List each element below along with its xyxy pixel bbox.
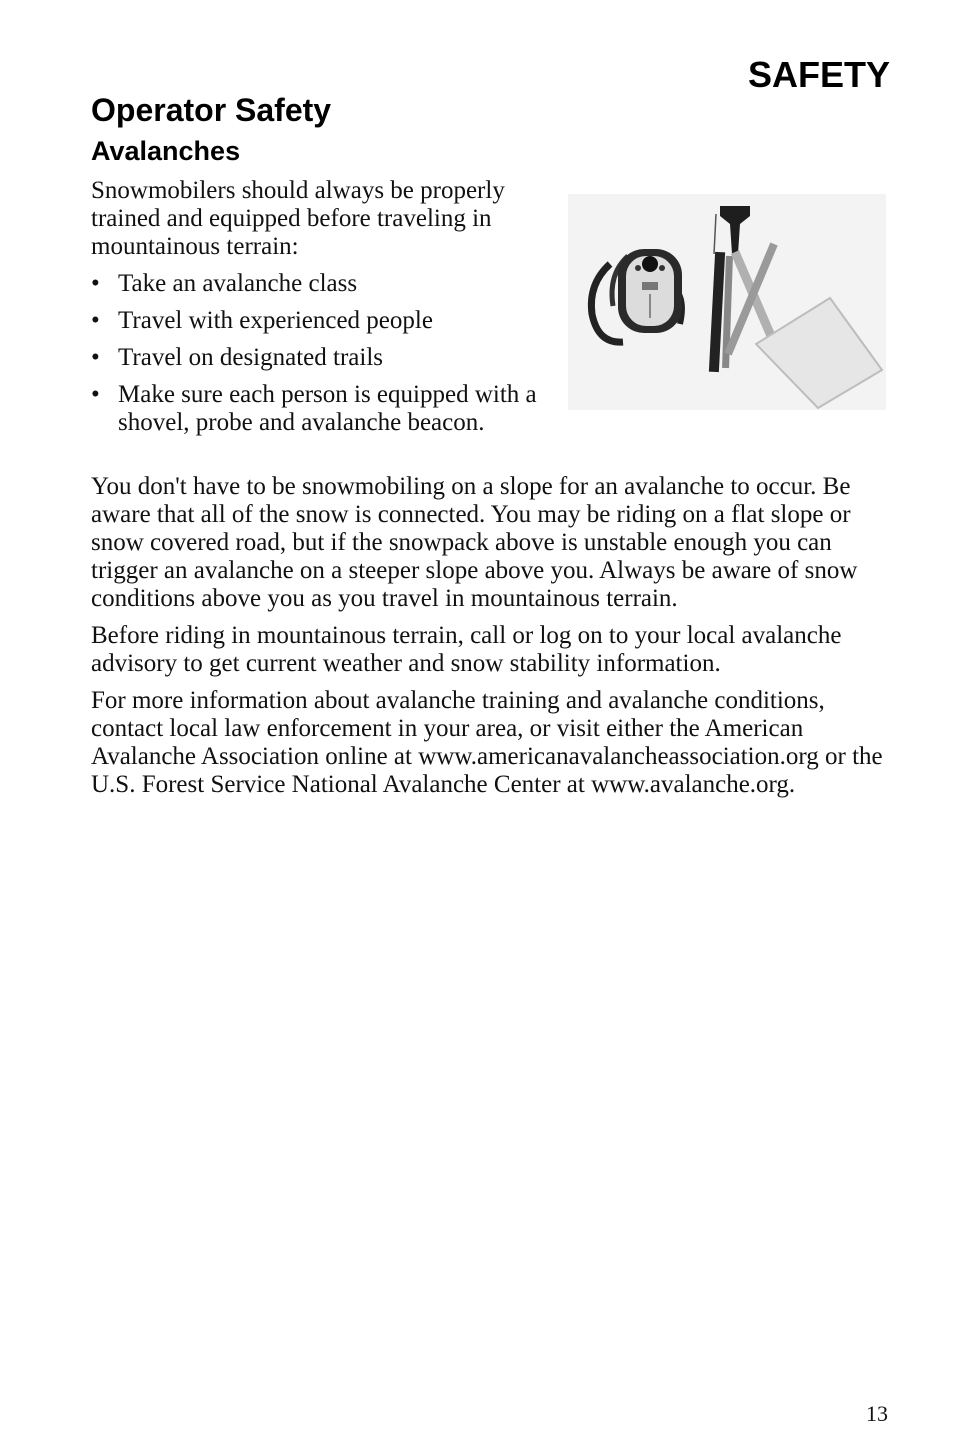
list-item-text: Travel on designated trails [118,344,384,371]
avalanche-beacon-icon [591,249,682,342]
section-subtitle: Avalanches [91,136,241,166]
body-paragraphs [91,473,891,808]
intro-paragraph: Snowmobilers should always be properly trained and equipped before traveling in mountainous terrain: [91,177,505,260]
bullet-icon: • [91,381,100,408]
list-item [91,381,551,437]
list-item [91,344,551,372]
avalanche-gear-illustration [568,194,886,410]
paragraph: Before riding in mountainous terrain, call or log on to your local avalanche advisory to get current weather and snow stability information. [91,622,842,677]
avalanche-gear-figure [568,194,886,410]
list-item-text: Make sure each person is equipped with a shovel, probe and avalanche beacon. [118,381,537,436]
list-item-text: Take an avalanche class [118,270,358,297]
avalanche-shovel-icon [720,206,882,408]
paragraph: For more information about avalanche training and avalanche conditions, contact local law enforcement in your area, or visit either the American Avalanche Association online at www.americanavalancheassociation.org or the U.S. Forest Service National Avalanche Center at www.avalanche.org. [91,687,883,798]
bullet-list [91,270,551,446]
section-header: SAFETY [747,54,890,95]
bullet-icon: • [91,270,100,297]
list-item [91,270,551,298]
paragraph: You don't have to be snowmobiling on a slope for an avalanche to occur. Be aware that all of the snow is connected. You may be riding on a flat slope or snow covered road, but if the snowpack above is unstable enough you can trigger an avalanche on a steeper slope above you. Always be aware of snow conditions above you as you travel in mountainous terrain. [91,473,858,612]
page-number: 13 [866,1401,888,1426]
list-item [91,307,551,335]
bullet-icon: • [91,307,100,334]
page-title: Operator Safety [91,92,332,128]
list-item-text: Travel with experienced people [118,307,433,334]
bullet-icon: • [91,344,100,371]
